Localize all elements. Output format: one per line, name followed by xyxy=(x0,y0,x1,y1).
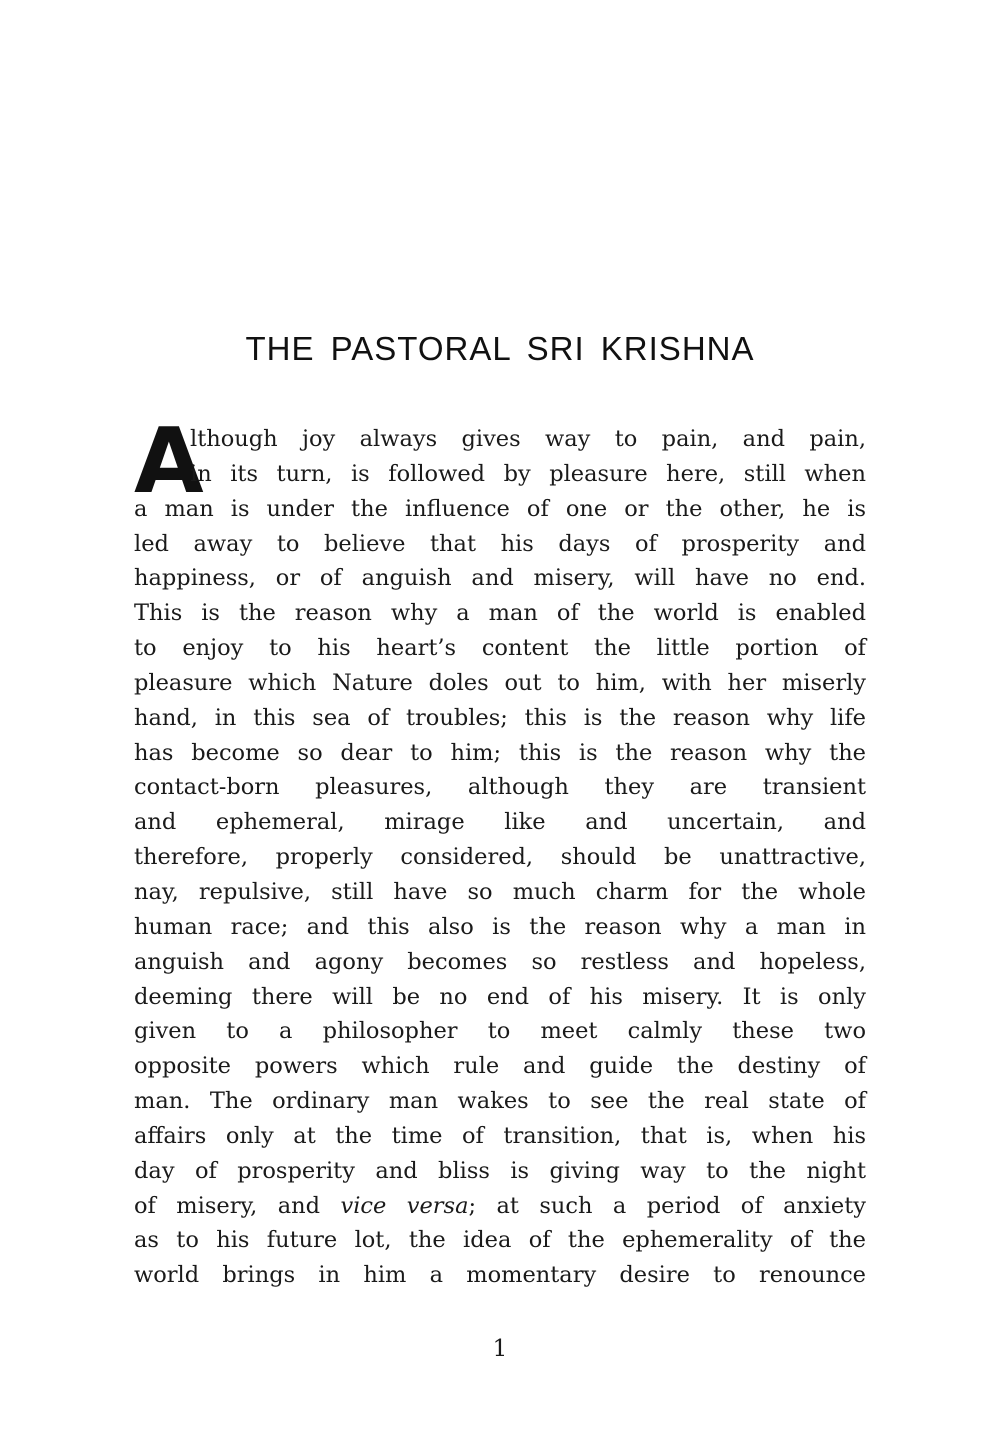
text-line: man. The ordinary man wakes to see the real state of xyxy=(134,1088,866,1115)
chapter-title: THE PASTORAL SRI KRISHNA xyxy=(245,330,755,367)
text-line: contact-born pleasures, although they are transient xyxy=(134,774,866,801)
text-line: a man is under the influence of one or the other, he is xyxy=(134,495,866,522)
text-line: has become so dear to him; this is the reason why the xyxy=(134,739,866,766)
text-line: deeming there will be no end of his misery. It is only xyxy=(134,983,866,1010)
text-line: day of prosperity and bliss is giving way to the night xyxy=(134,1157,866,1184)
text-line: led away to believe that his days of prosperity and xyxy=(134,530,866,557)
text-line: opposite powers which rule and guide the destiny of xyxy=(134,1053,866,1080)
text-line: pleasure which Nature doles out to him, with her miserly xyxy=(134,669,866,696)
text-line: and ephemeral, mirage like and uncertain, and xyxy=(134,809,866,836)
page-number: 1 xyxy=(492,1336,508,1362)
text-line: lthough joy always gives way to pain, and pain, xyxy=(190,426,866,452)
text-line: anguish and agony becomes so restless and hopeless, xyxy=(134,948,866,975)
body-paragraph xyxy=(134,409,866,1293)
text-line: therefore, properly considered, should be unattractive, xyxy=(134,844,866,871)
text-line: hand, in this sea of troubles; this is the reason why life xyxy=(134,704,866,731)
text-line: human race; and this also is the reason why a man in xyxy=(134,913,866,940)
text-line: affairs only at the time of transition, that is, when his xyxy=(134,1122,866,1149)
text-line: given to a philosopher to meet calmly these two xyxy=(134,1018,866,1045)
italic-phrase: vice versa xyxy=(340,1192,469,1219)
text-line: to enjoy to his heart’s content the little portion of xyxy=(134,635,866,662)
text-line: world brings in him a momentary desire to renounce xyxy=(134,1262,866,1289)
text-line: in its turn, is followed by pleasure here, still when xyxy=(190,460,866,487)
line-segment: ; at such a period of anxiety xyxy=(468,1192,866,1219)
text-line-with-italic xyxy=(134,1189,866,1224)
text-line: as to his future lot, the idea of the ephemerality of the xyxy=(134,1227,866,1254)
drop-cap: A xyxy=(134,409,204,514)
line-segment: of misery, and xyxy=(134,1192,341,1219)
text-line: happiness, or of anguish and misery, will have no end. xyxy=(134,565,866,592)
text-line: nay, repulsive, still have so much charm for the whole xyxy=(134,878,866,905)
text-line: This is the reason why a man of the world is enabled xyxy=(134,600,866,627)
